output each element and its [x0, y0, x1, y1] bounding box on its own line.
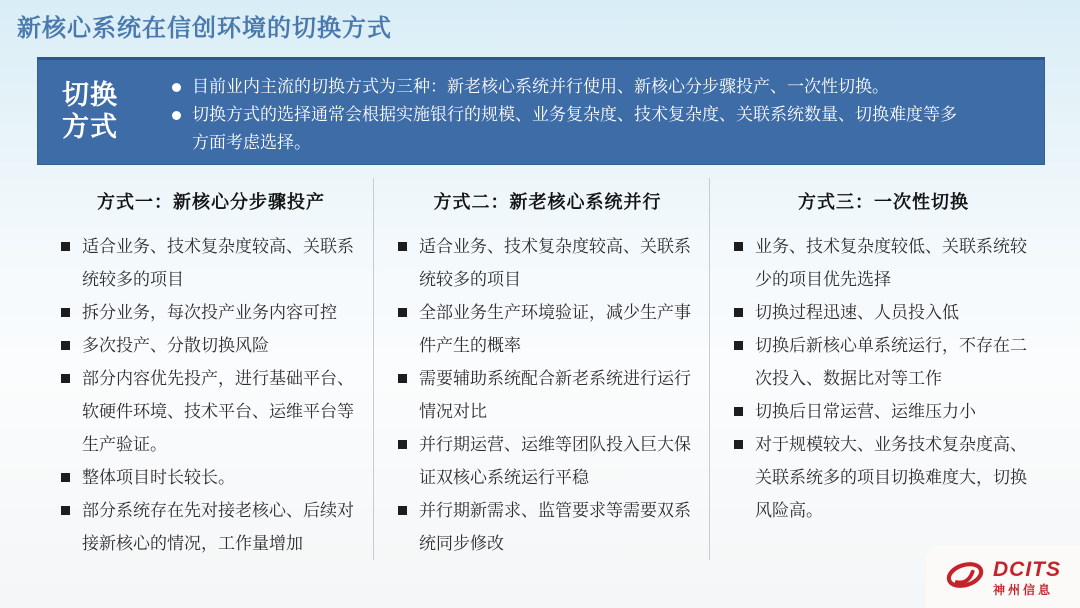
- square-bullet-icon: [398, 374, 407, 383]
- list-item-text: 多次投产、分散切换风险: [82, 336, 269, 355]
- list-item-text: 全部业务生产环境验证，减少生产事件产生的概率: [419, 303, 691, 355]
- list-item: [734, 329, 1033, 395]
- list-item: [398, 296, 697, 362]
- square-bullet-icon: [61, 341, 70, 350]
- list-item: [398, 428, 697, 494]
- square-bullet-icon: [398, 242, 407, 251]
- square-bullet-icon: [61, 374, 70, 383]
- list-item: [398, 230, 697, 296]
- list-item: [61, 230, 361, 296]
- logo-subtitle-text: 神州信息: [993, 582, 1054, 597]
- list-item-text: 拆分业务，每次投产业务内容可控: [82, 303, 337, 322]
- list-item-text: 对于规模较大、业务技术复杂度高、关联系统多的项目切换难度大，切换风险高。: [755, 435, 1027, 520]
- list-item-text: 适合业务、技术复杂度较高、关联系统较多的项目: [419, 237, 691, 289]
- square-bullet-icon: [734, 407, 743, 416]
- list-item-text: 部分内容优先投产，进行基础平台、软硬件环境、技术平台、运维平台等生产验证。: [82, 369, 354, 454]
- square-bullet-icon: [61, 473, 70, 482]
- list-item-text: 部分系统存在先对接老核心、后续对接新核心的情况，工作量增加: [82, 501, 354, 553]
- list-item: [172, 101, 964, 157]
- list-item-text: 适合业务、技术复杂度较高、关联系统较多的项目: [82, 237, 354, 289]
- list-item: [398, 494, 697, 560]
- method-column-2: [373, 178, 709, 560]
- list-item-text: 切换后新核心单系统运行，不存在二次投入、数据比对等工作: [755, 336, 1027, 388]
- column-1-bullet-list: [61, 230, 361, 560]
- list-item: [61, 296, 361, 329]
- square-bullet-icon: [734, 242, 743, 251]
- square-bullet-icon: [61, 242, 70, 251]
- list-item: [61, 461, 361, 494]
- list-item-text: 业务、技术复杂度较低、关联系统较少的项目优先选择: [755, 237, 1027, 289]
- square-bullet-icon: [734, 440, 743, 449]
- column-3-bullet-list: [734, 230, 1033, 527]
- list-item-text: 需要辅助系统配合新老系统进行运行情况对比: [419, 369, 691, 421]
- square-bullet-icon: [398, 440, 407, 449]
- square-bullet-icon: [734, 308, 743, 317]
- method-column-1: [37, 178, 373, 560]
- banner-label-line2: 方式: [62, 112, 118, 142]
- list-item: [398, 362, 697, 428]
- list-item: [734, 230, 1033, 296]
- list-item: [61, 362, 361, 461]
- disc-bullet-icon: [172, 111, 181, 120]
- list-item-text: 切换后日常运营、运维压力小: [755, 402, 976, 421]
- list-item-text: 并行期新需求、监管要求等需要双系统同步修改: [419, 501, 691, 553]
- list-item-text: 目前业内主流的切换方式为三种：新老核心系统并行使用、新核心分步骤投产、一次性切换。: [192, 77, 889, 96]
- list-item: [734, 428, 1033, 527]
- column-3-header: 方式三：一次性切换: [798, 192, 969, 212]
- column-1-header: 方式一：新核心分步骤投产: [97, 192, 325, 212]
- dcits-swirl-icon: [945, 558, 985, 597]
- square-bullet-icon: [398, 506, 407, 515]
- logo-brand-text: DCITS: [993, 557, 1061, 581]
- list-item-text: 切换方式的选择通常会根据实施银行的规模、业务复杂度、技术复杂度、关联系统数量、切换难度等多方面考虑选择。: [192, 105, 957, 152]
- dcits-logo: [926, 546, 1080, 608]
- logo-text: [993, 559, 1061, 596]
- square-bullet-icon: [734, 341, 743, 350]
- banner-label: [38, 60, 166, 164]
- switch-method-banner: [37, 57, 1045, 165]
- banner-bullet-list: [166, 60, 1044, 164]
- list-item: [734, 395, 1033, 428]
- page-title: 新核心系统在信创环境的切换方式: [17, 15, 392, 42]
- list-item: [734, 296, 1033, 329]
- list-item-text: 并行期运营、运维等团队投入巨大保证双核心系统运行平稳: [419, 435, 691, 487]
- method-column-3: [709, 178, 1045, 560]
- list-item: [61, 494, 361, 560]
- list-item: [172, 73, 964, 101]
- square-bullet-icon: [398, 308, 407, 317]
- square-bullet-icon: [61, 506, 70, 515]
- method-columns: [37, 178, 1045, 554]
- column-2-bullet-list: [398, 230, 697, 560]
- list-item: [61, 329, 361, 362]
- column-2-header: 方式二：新老核心系统并行: [433, 192, 662, 212]
- banner-label-line1: 切换: [62, 80, 118, 111]
- disc-bullet-icon: [172, 83, 181, 92]
- square-bullet-icon: [61, 308, 70, 317]
- list-item-text: 整体项目时长较长。: [82, 468, 235, 487]
- list-item-text: 切换过程迅速、人员投入低: [755, 303, 959, 322]
